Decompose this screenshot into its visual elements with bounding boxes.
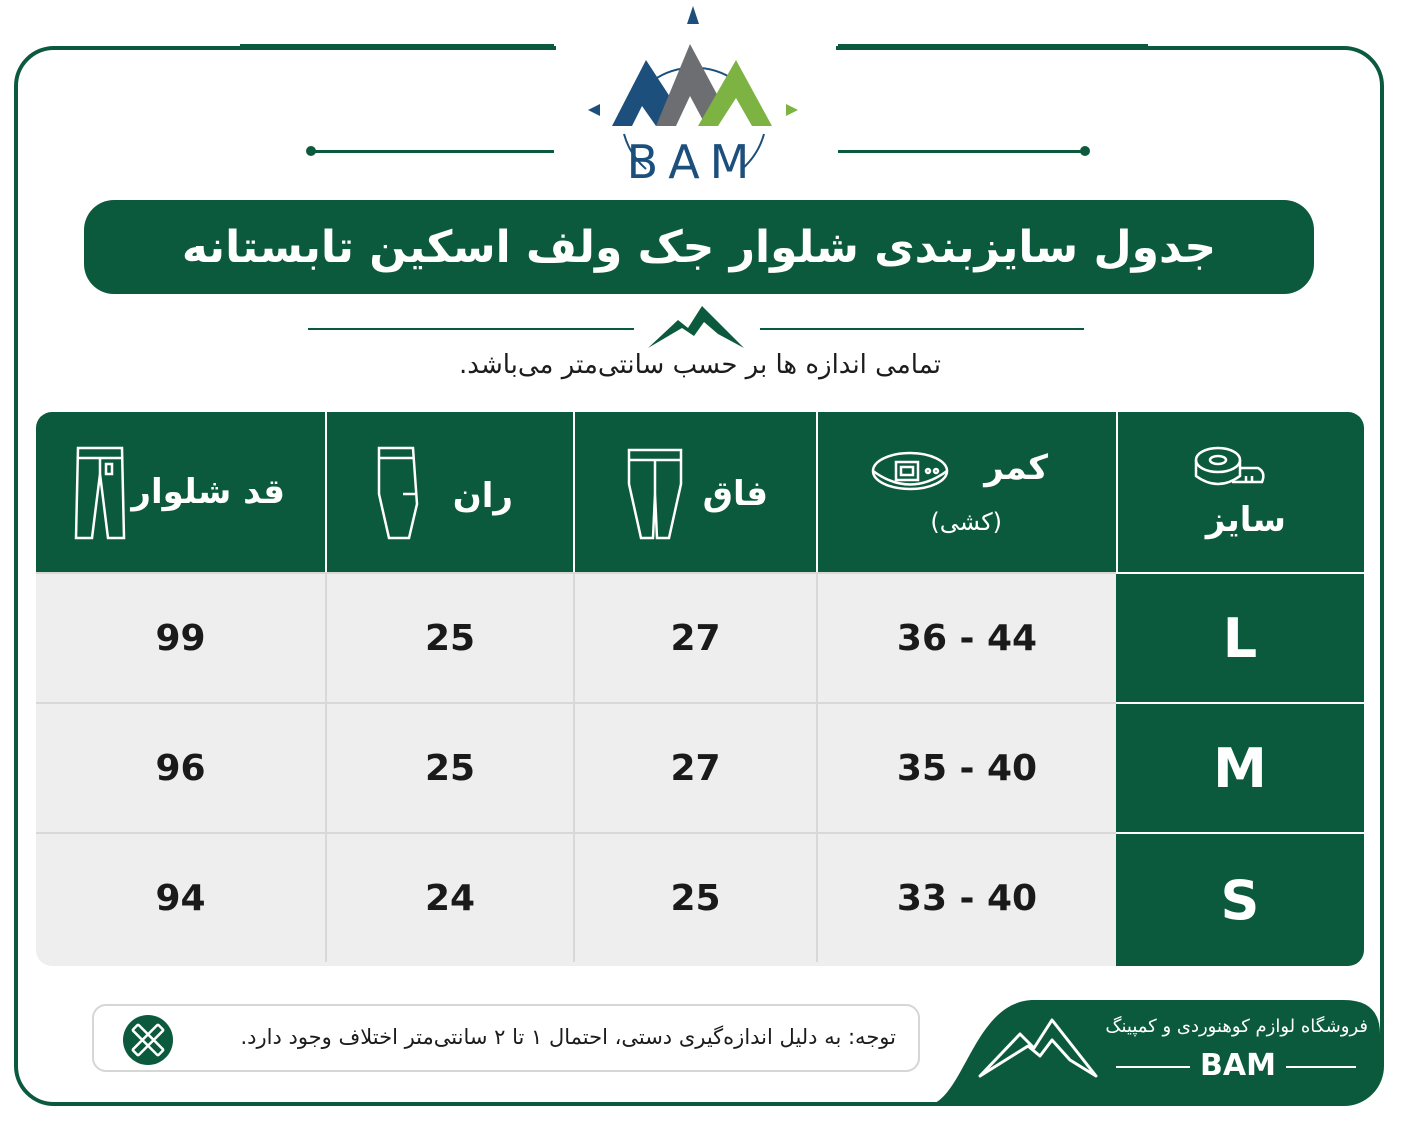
cell-waist-s: 33 - 40 [816,832,1116,962]
pants-top-icon [623,444,687,544]
header-size [1116,412,1364,572]
cell-rise-s: 25 [573,832,816,962]
measuring-tape-icon [1192,442,1268,500]
header-waist-sub: (کشی) [930,508,1002,536]
title-bar [84,200,1314,294]
page-title: جدول سایزبندی شلوار جک ولف اسکین تابستانه [181,221,1217,273]
bam-logo [586,4,800,188]
cell-length-s: 94 [36,832,325,962]
cell-length-m: 96 [36,702,325,832]
top-right-rule [838,150,1086,153]
top-left-dot [306,146,316,156]
cell-size-s: S [1116,832,1364,966]
header-rise [573,412,816,572]
header-thigh [325,412,573,572]
header-waist-label: کمر [984,448,1048,488]
trousers-icon [72,444,128,544]
header-thigh-label: ران [452,476,513,516]
footer-rule-left [1116,1066,1190,1068]
cell-waist-m: 35 - 40 [816,702,1116,832]
cell-size-l: L [1116,572,1364,702]
header-length-label: قد شلوار [131,472,285,512]
cell-rise-m: 27 [573,702,816,832]
cell-waist-l: 36 - 44 [816,572,1116,702]
note-text: توجه: به دلیل اندازه‌گیری دستی، احتمال ۱ تا ۲ سانتی‌متر اختلاف وجود دارد. [240,1025,896,1049]
top-right-stub [838,44,1148,48]
mountain-icon [648,302,744,352]
cell-size-m: M [1116,702,1364,832]
cell-thigh-m: 25 [325,702,573,832]
cell-rise-l: 27 [573,572,816,702]
belt-icon [870,448,950,498]
cell-length-l: 99 [36,572,325,702]
header-rise-label: فاق [702,474,768,514]
subtitle-rule-right [760,328,1084,330]
pant-leg-icon [373,444,423,544]
top-right-dot [1080,146,1090,156]
store-tagline: فروشگاه لوازم کوهنوردی و کمپینگ [1105,1016,1368,1037]
footer-tab [924,994,1384,1106]
size-table [36,412,1364,966]
top-left-rule [308,150,554,153]
header-waist [816,412,1116,572]
logo-text: BAM [626,135,760,188]
cell-thigh-s: 24 [325,832,573,962]
ruler-pencil-icon [122,1014,174,1066]
subtitle-rule-left [308,328,634,330]
header-size-label: سایز [1205,500,1286,540]
top-left-stub [240,44,554,48]
cell-thigh-l: 25 [325,572,573,702]
units-note: تمامی اندازه ها بر حسب سانتی‌متر می‌باشد. [459,350,941,380]
note-box [92,1004,920,1072]
header-length [36,412,325,572]
footer-brand: BAM [1200,1048,1276,1083]
footer-rule-right [1286,1066,1356,1068]
